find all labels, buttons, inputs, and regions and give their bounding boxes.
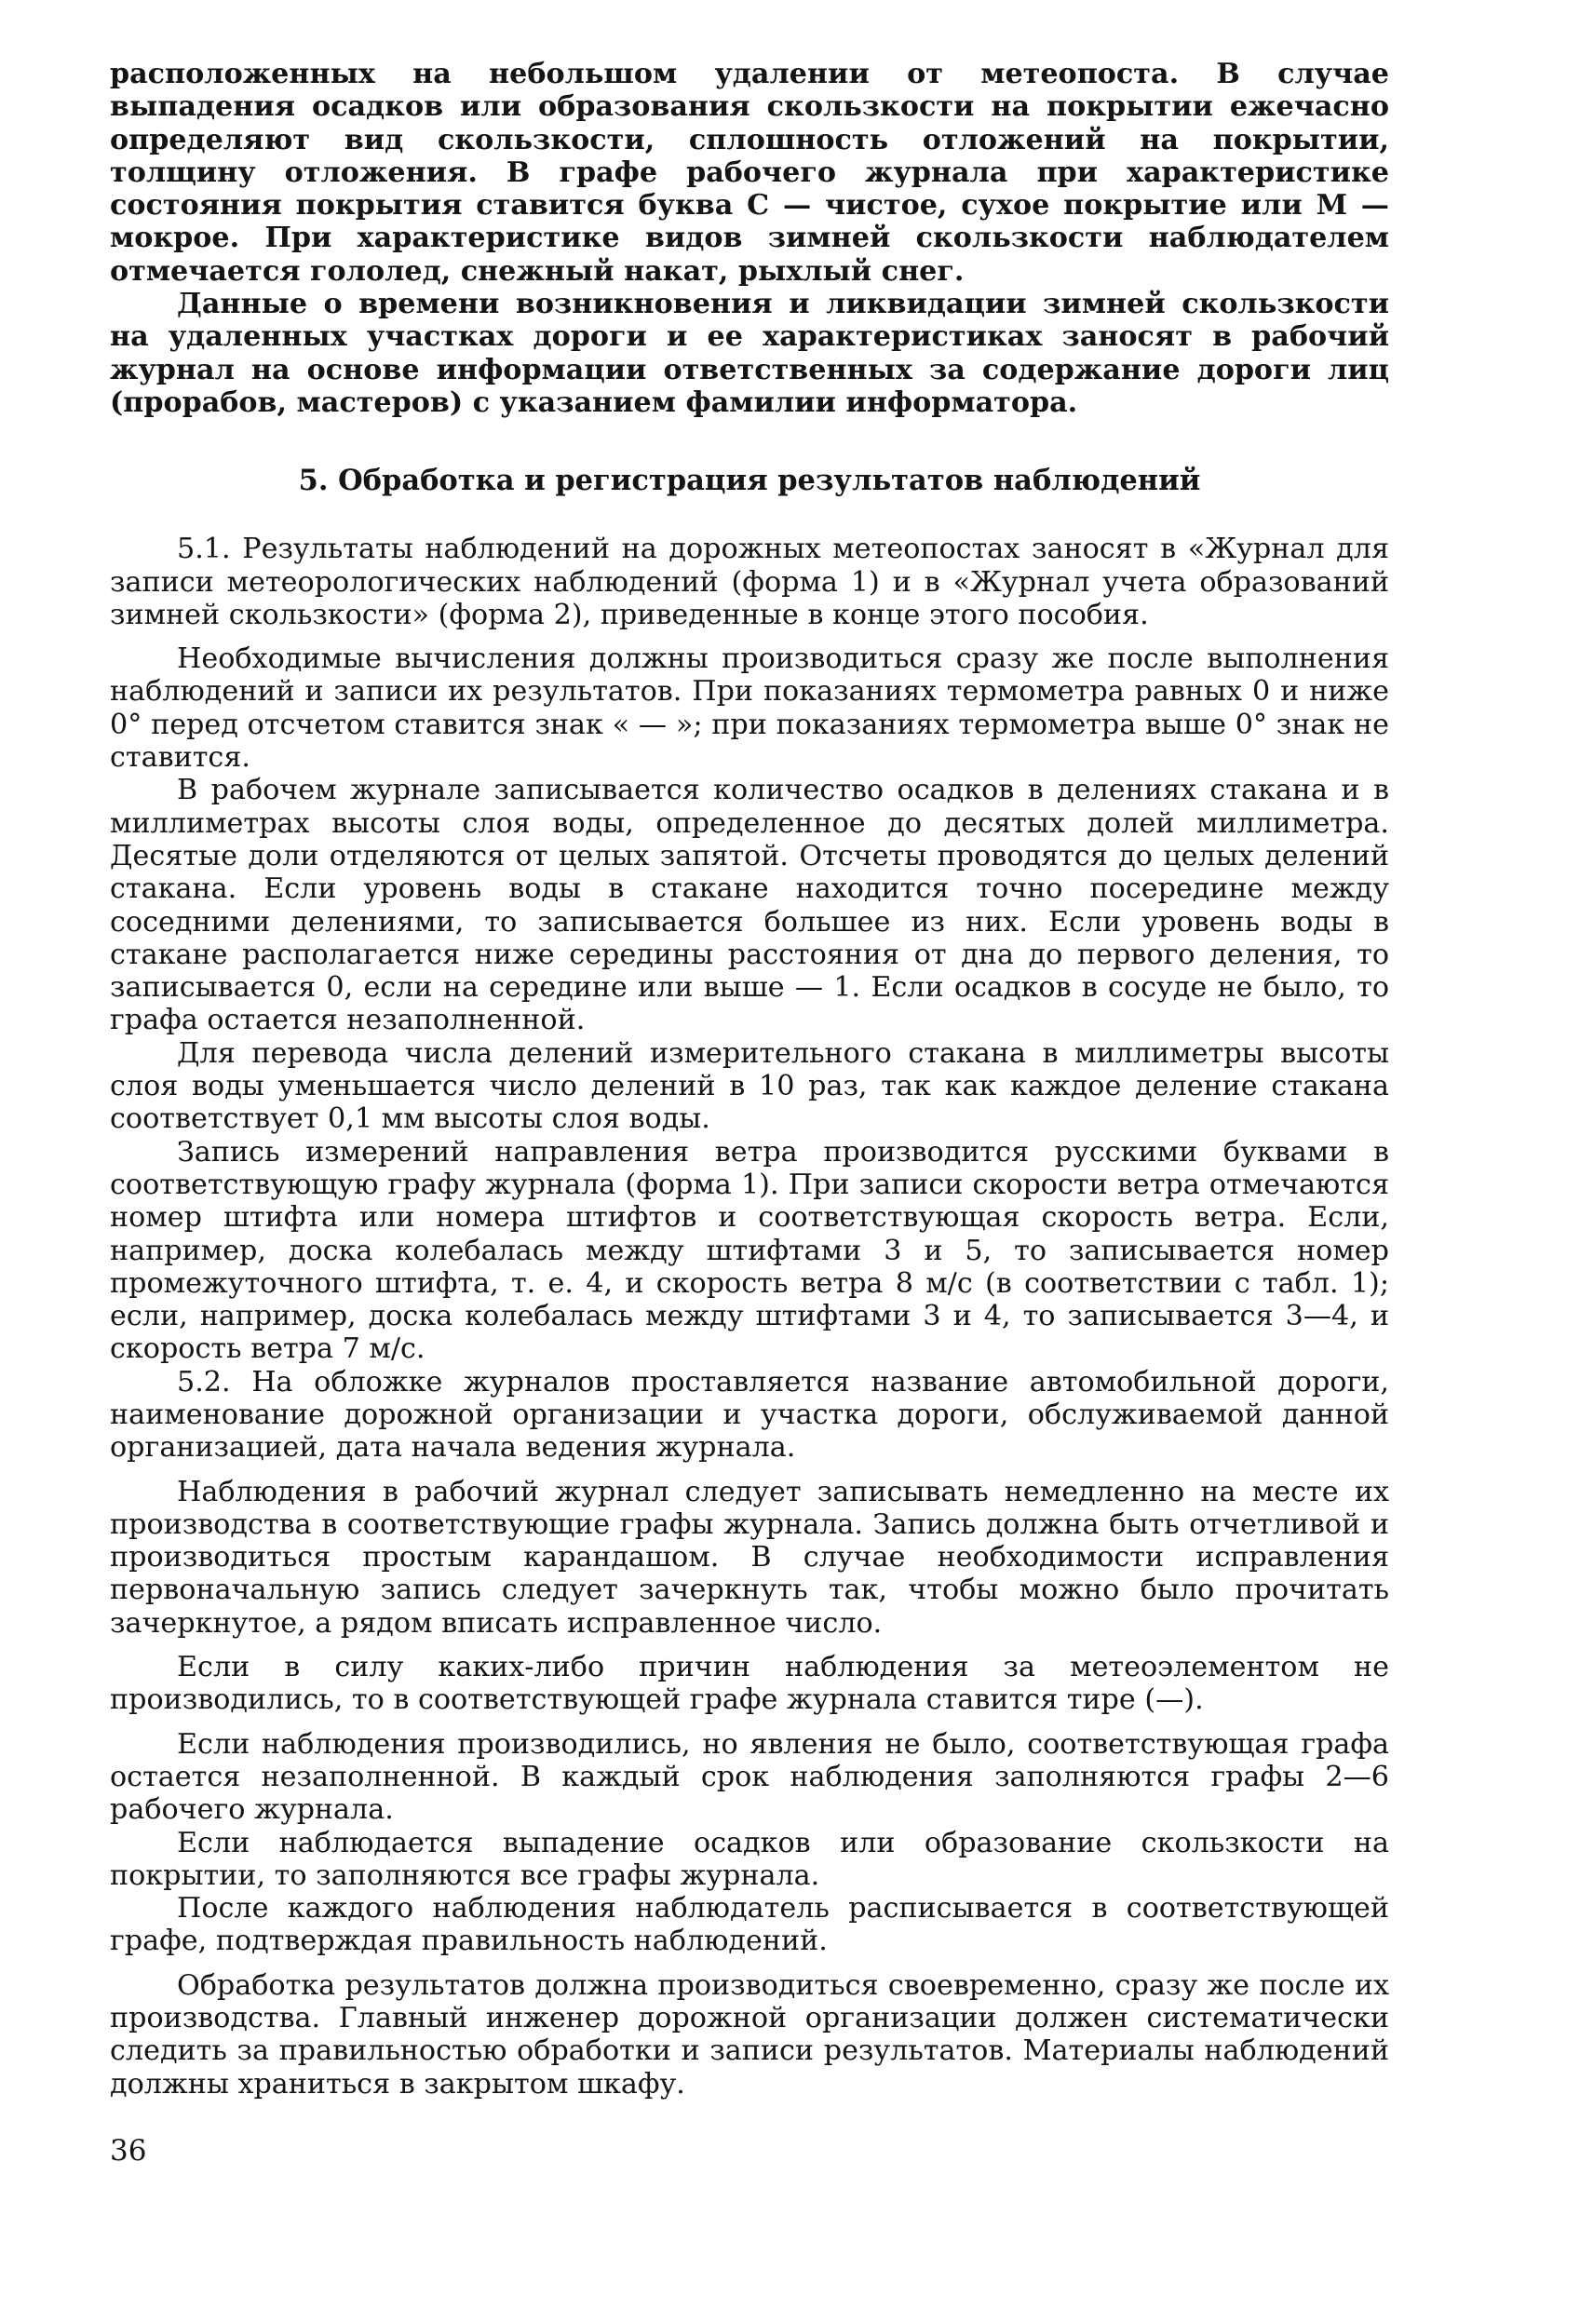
section-paragraph-4: Для перевода числа делений измерительного стакана в миллиметры высоты слоя воды уменьшается число делений в 10 раз, так как каждое деление стакана соответствует 0,1 мм высоты слоя воды. bbox=[110, 1036, 1389, 1136]
section-paragraph-11: После каждого наблюдения наблюдатель расписывается в соответствующей графе, подтверждая правильность наблюдений. bbox=[110, 1892, 1389, 1958]
intro-paragraph-2: Данные о времени возникновения и ликвидации зимней скользкости на удаленных участках дороги и ее характеристиках заносят в рабочий журнал на основе информации ответственных за содержание дороги лиц (прорабов, мастеров) с указанием фамилии информатора. bbox=[110, 288, 1389, 419]
section-heading: 5. Обработка и регистрация результатов наблюдений bbox=[298, 464, 1201, 498]
page-number: 36 bbox=[110, 2134, 147, 2168]
section-paragraph-10: Если наблюдается выпадение осадков или образование скользкости на покрытии, то заполняются все графы журнала. bbox=[110, 1826, 1389, 1892]
section-paragraph-6: 5.2. На обложке журналов проставляется название автомобильной дороги, наименование дорожной организации и участка дороги, обслуживаемой данной организацией, дата начала ведения журнала. bbox=[110, 1365, 1389, 1465]
section-paragraph-1: 5.1. Результаты наблюдений на дорожных метеопостах заносят в «Журнал для записи метеорологических наблюдений (форма 1) и в «Журнал учета образований зимней скользкости» (форма 2), приведенные в конце этого пособия. bbox=[110, 533, 1389, 631]
document-page bbox=[110, 58, 1389, 2101]
section-paragraph-5: Запись измерений направления ветра производится русскими буквами в соответствующую графу журнала (форма 1). При записи скорости ветра отмечаются номер штифта или номера штифтов и соответствующая скорость ветра. Если, например, доска колебалась между штифтами 3 и 5, то записывается номер промежуточного штифта, т. е. 4, и скорость ветра 8 м/с (в соответствии с табл. 1); если, например, доска колебалась между штифтами 3 и 4, то записывается 3—4, и скорость ветра 7 м/с. bbox=[110, 1135, 1389, 1366]
section-paragraph-7: Наблюдения в рабочий журнал следует записывать немедленно на месте их производства в соответствующие графы журнала. Запись должна быть отчетливой и производиться простым карандашом. В случае необходимости исправления первоначальную запись следует зачеркнуть так, чтобы можно было прочитать зачеркнутое, а рядом вписать исправленное число. bbox=[110, 1475, 1389, 1640]
section-paragraph-3: В рабочем журнале записывается количество осадков в делениях стакана и в миллиметрах высоты слоя воды, определенное до десятых долей миллиметра. Десятые доли отделяются от целых запятой. Отсчеты проводятся до целых делений стакана. Если уровень воды в стакане находится точно посередине между соседними делениями, то записывается большее из них. Если уровень воды в стакане располагается ниже середины расстояния от дна до первого деления, то записывается 0, если на середине или выше — 1. Если осадков в сосуде не было, то графа остается незаполненной. bbox=[110, 774, 1389, 1037]
section-paragraph-12: Обработка результатов должна производиться своевременно, сразу же после их производства. Главный инженер дорожной организации должен систематически следить за правильностью обработки и записи результатов. Материалы наблюдений должны храниться в закрытом шкафу. bbox=[110, 1968, 1389, 2101]
section-paragraph-9: Если наблюдения производились, но явления не было, соответствующая графа остается незаполненной. В каждый срок наблюдения заполняются графы 2—6 рабочего журнала. bbox=[110, 1727, 1389, 1827]
section-paragraph-8: Если в силу каких-либо причин наблюдения за метеоэлементом не производились, то в соответствующей графе журнала ставится тире (—). bbox=[110, 1651, 1389, 1717]
intro-paragraph-1: расположенных на небольшом удалении от метеопоста. В случае выпадения осадков или образования скользкости на покрытии ежечасно определяют вид скользкости, сплошность отложений на покрытии, толщину отложения. В графе рабочего журнала при характеристике состояния покрытия ставится буква С — чистое, сухое покрытие или М — мокрое. При характеристике видов зимней скользкости наблюдателем отмечается гололед, снежный накат, рыхлый снег. bbox=[110, 58, 1389, 288]
section-paragraph-2: Необходимые вычисления должны производиться сразу же после выполнения наблюдений и записи их результатов. При показаниях термометра равных 0 и ниже 0° перед отсчетом ставится знак « — »; при показаниях термометра выше 0° знак не ставится. bbox=[110, 642, 1389, 775]
